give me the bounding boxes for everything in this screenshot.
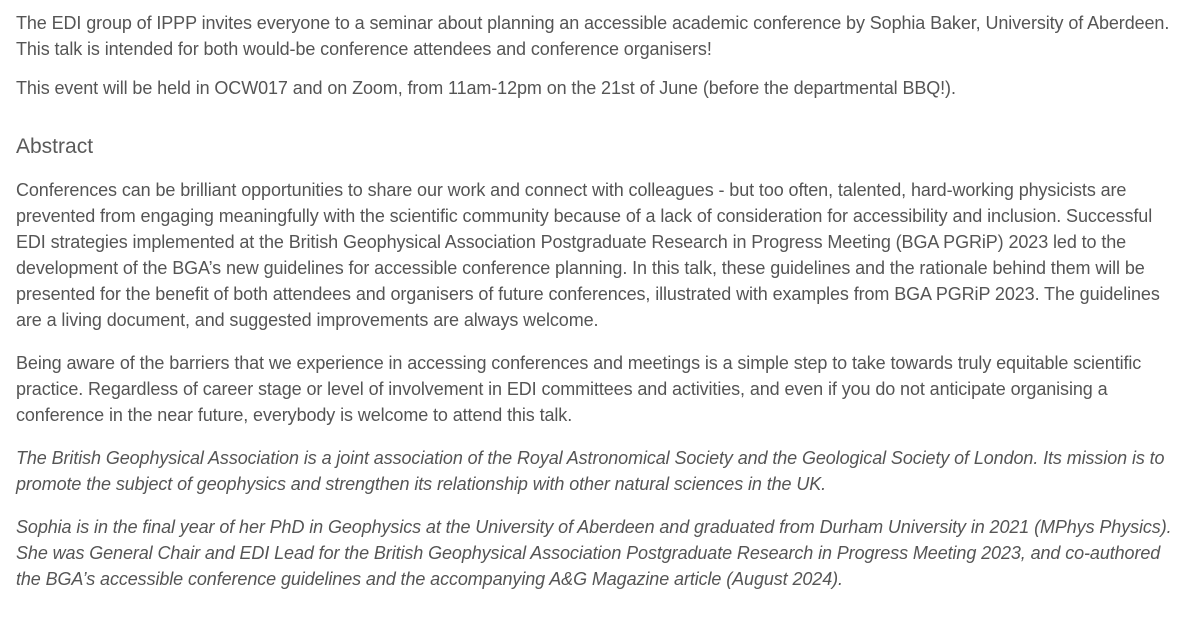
abstract-paragraph-2: Being aware of the barriers that we experience in accessing conferences and meetings is a simple step to take towards truly equitable scientific practice. Regardless of career stage or level of involvement in EDI committees and activities, and even if you do not anticipate organising a conference in the near future, everybody is welcome to attend this talk.: [16, 353, 1142, 425]
speaker-bio: Sophia is in the final year of her PhD in Geophysics at the University of Aberdeen and graduated from Durham University in 2021 (MPhys Physics). She was General Chair and EDI Lead for the British Geophysical Association Postgraduate Research in Progress Meeting 2023, and co-authored the BGA’s accessible conference guidelines and the accompanying A&G Magazine article (August 2024).: [16, 517, 1172, 589]
event-details-text: This event will be held in OCW017 and on Zoom, from 11am-12pm on the 21st of June (before the departmental BBQ!).: [16, 78, 956, 98]
seminar-invitation-text: The EDI group of IPPP invites everyone to a seminar about planning an accessible academic conference by Sophia Baker, University of Aberdeen. This talk is intended for both would-be conference attendees and conference organisers!: [16, 13, 1170, 59]
abstract-heading: Abstract: [16, 135, 94, 158]
bga-description-note: The British Geophysical Association is a joint association of the Royal Astronomical Society and the Geological Society of London. Its mission is to promote the subject of geophysics and strengthen its relationship with other natural sciences in the UK.: [16, 448, 1165, 494]
abstract-paragraph-1: Conferences can be brilliant opportunities to share our work and connect with colleagues - but too often, talented, hard-working physicists are prevented from engaging meaningfully with the scientific community because of a lack of consideration for accessibility and inclusion. Successful EDI strategies implemented at the British Geophysical Association Postgraduate Research in Progress Meeting (BGA PGRiP) 2023 led to the development of the BGA’s new guidelines for accessible conference planning. In this talk, these guidelines and the rationale behind them will be presented for the benefit of both attendees and organisers of future conferences, illustrated with examples from BGA PGRiP 2023. The guidelines are a living document, and suggested improvements are always welcome.: [16, 180, 1160, 330]
